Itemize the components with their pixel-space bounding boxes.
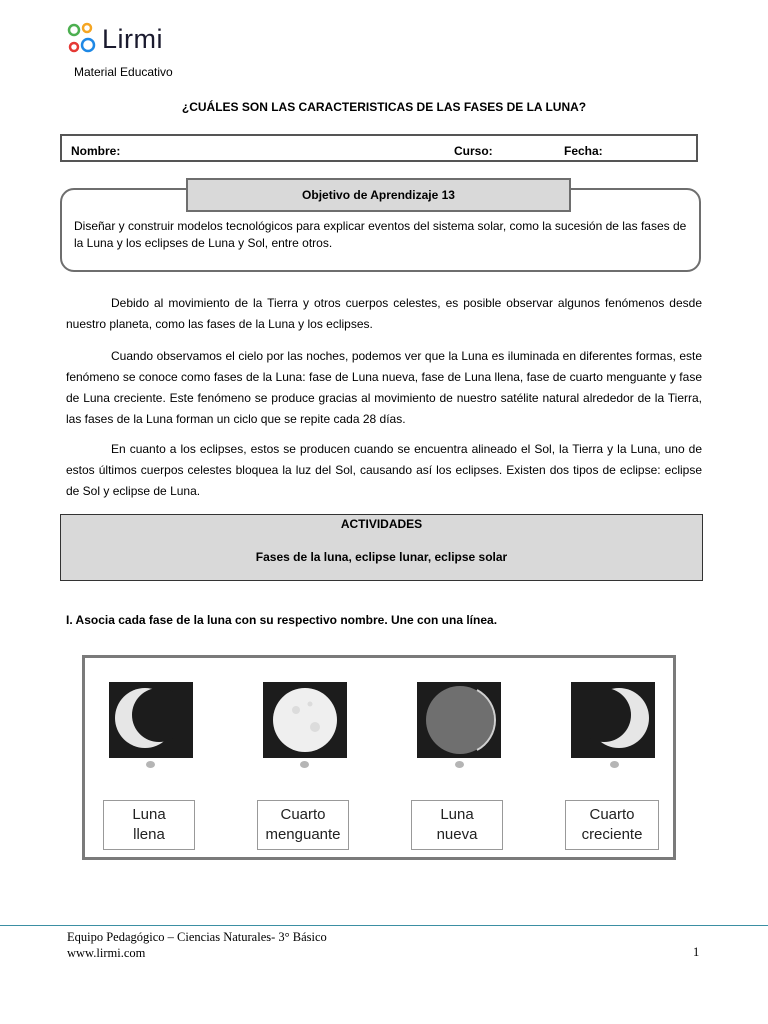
moon-dot-2[interactable] (300, 761, 309, 768)
objective-heading: Objetivo de Aprendizaje 13 (186, 178, 571, 212)
moon-image-3 (417, 682, 501, 758)
footer-url[interactable]: www.lirmi.com (67, 946, 146, 960)
question-1: I. Asocia cada fase de la luna con su respectivo nombre. Une con una línea. (66, 613, 498, 627)
label-1-line1: Luna (132, 806, 166, 823)
moon-phases-panel (82, 655, 676, 860)
full-moon-icon (263, 682, 347, 758)
label-box-3[interactable] (411, 800, 503, 850)
moon-image-1 (109, 682, 193, 758)
page-number: 1 (693, 945, 700, 959)
paragraph-1: Debido al movimiento de la Tierra y otros cuerpos celestes, es posible observar algunos fenómenos desde nuestro planeta, como las fases de la Luna y los eclipses. (66, 296, 702, 331)
paragraph-3: En cuanto a los eclipses, estos se producen cuando se encuentra alineado el Sol, la Tierra y la Luna, uno de estos últimos cuerpos celestes bloquea la luz del Sol, causando así los eclipses. Existen dos tipos de eclipse: eclipse de Sol y eclipse de Luna. (66, 442, 702, 498)
label-2-line2: menguante (265, 826, 341, 843)
paragraph-2: Cuando observamos el cielo por las noches, podemos ver que la Luna es iluminada en diferentes formas, este fenómeno se conoce como fases de la Luna: fase de Luna nueva, fase de Luna llena, fase de cuarto menguante y fase de Luna creciente. Este fenómeno se produce gracias al movimiento de nuestro satélite natural alrededor de la Tierra, las fases de la Luna forman un ciclo que se repite cada 28 días. (66, 349, 702, 426)
label-1-line2: llena (133, 826, 165, 843)
label-2-line1: Cuarto (280, 806, 326, 823)
course-label: Curso: (454, 144, 493, 158)
label-3-line2: nueva (436, 826, 478, 843)
label-4-line2: creciente (581, 826, 643, 843)
moon-image-4 (571, 682, 655, 758)
student-info-box (60, 134, 698, 162)
label-box-2[interactable] (257, 800, 349, 850)
waning-crescent-icon (109, 682, 193, 758)
footer-team: Equipo Pedagógico – Ciencias Naturales- 3° Básico (67, 930, 327, 944)
moon-image-2 (263, 682, 347, 758)
moon-dot-4[interactable] (610, 761, 619, 768)
logo-text: Lirmi (102, 24, 163, 54)
new-moon-icon (417, 682, 501, 758)
label-box-1[interactable] (103, 800, 195, 850)
name-label: Nombre: (71, 144, 121, 158)
label-3-line1: Luna (440, 806, 474, 823)
label-box-4[interactable] (565, 800, 659, 850)
activities-box (60, 514, 703, 581)
moon-dot-1[interactable] (146, 761, 155, 768)
activities-heading: ACTIVIDADES (340, 517, 423, 531)
page-title: ¿CUÁLES SON LAS CARACTERISTICAS DE LAS FASES DE LA LUNA? (181, 100, 587, 114)
objective-text: Diseñar y construir modelos tecnológicos para explicar eventos del sistema solar, como la sucesión de las fases de la Luna y los eclipses de Luna y Sol, entre otros. (74, 219, 687, 250)
waxing-crescent-icon (571, 682, 655, 758)
moon-dot-3[interactable] (455, 761, 464, 768)
lirmi-logo (67, 22, 187, 62)
activities-subheading: Fases de la luna, eclipse lunar, eclipse solar (255, 550, 508, 564)
date-label: Fecha: (564, 144, 603, 158)
label-4-line1: Cuarto (589, 806, 635, 823)
logo-circles-icon (67, 22, 103, 58)
logo-subtitle: Material Educativo (74, 65, 173, 79)
footer (67, 929, 327, 961)
footer-divider (0, 925, 768, 926)
